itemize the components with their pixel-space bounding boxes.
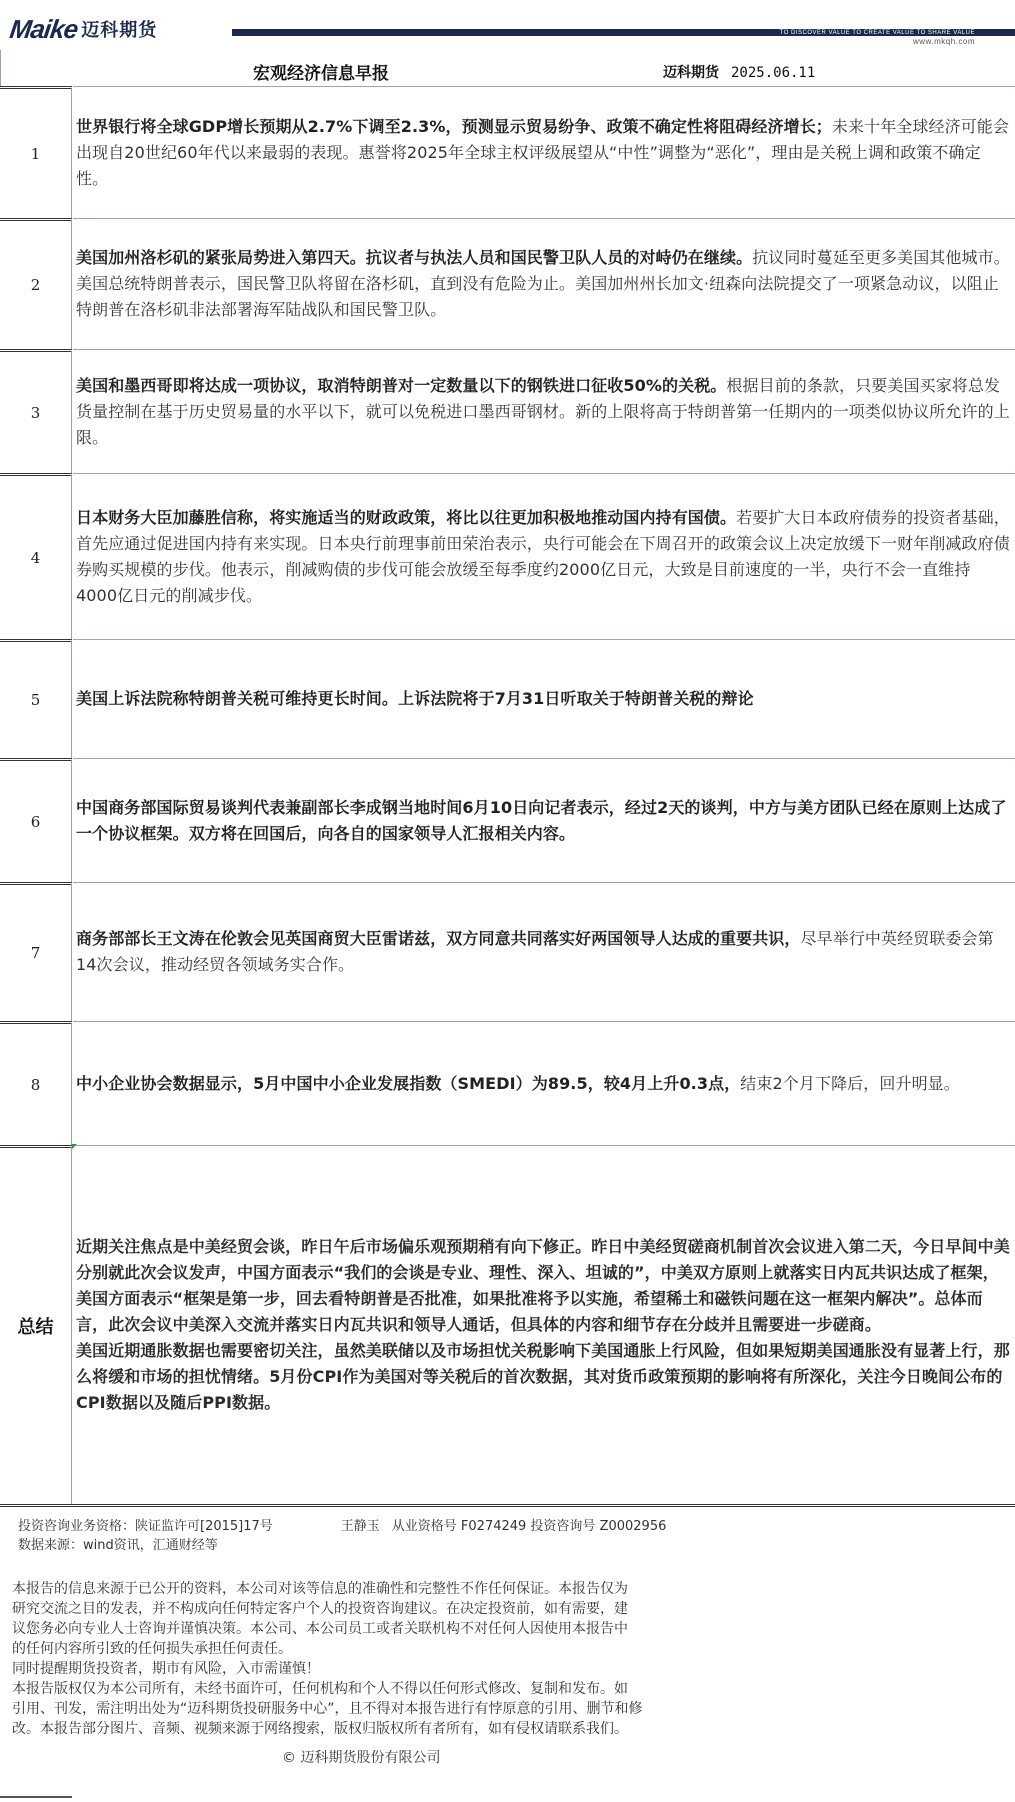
news-body: 未来十年全球经济可能会出现自20世纪60年代以来最弱的表现。惠誉将2025年全球主权评级展望从“中性”调整为“恶化”，理由是关税上调和政策不确定性。 <box>76 116 1010 188</box>
news-headline: 商务部部长王文涛在伦敦会见英国商贸大臣雷诺兹，双方同意共同落实好两国领导人达成的重要共识， <box>76 929 801 948</box>
row-number: 6 <box>0 758 72 882</box>
news-headline: 中小企业协会数据显示，5月中国中小企业发展指数（SMEDI）为89.5，较4月上升0.3点， <box>76 1073 741 1093</box>
row-number: 5 <box>0 639 72 758</box>
news-cell <box>73 218 1015 349</box>
news-cell <box>73 1021 1015 1145</box>
news-headline: 美国和墨西哥即将达成一项协议，取消特朗普对一定数量以下的钢铁进口征收50%的关税。 <box>76 375 727 395</box>
report-company: 迈科期货 <box>663 65 719 81</box>
advisor-name: 王静玉 <box>340 1519 380 1534</box>
news-body: 根据目前的条款，只要美国买家将总发货量控制在基于历史贸易量的水平以下，就可以免税进口墨西哥钢材。新的上限将高于特朗普第一任期内的一项类似协议所允许的上限。 <box>76 375 1010 447</box>
news-body: 尽早举行中英经贸联委会第14次会议，推动经贸各领域务实合作。 <box>76 929 994 974</box>
news-row-6 <box>0 758 1015 882</box>
disclaimer-line: 议您务必向专业人士咨询并谨慎决策。本公司、本公司员工或者关联机构不对任何人因使用本报告中 <box>12 1621 628 1637</box>
news-cell <box>73 758 1015 882</box>
cell-comment-marker <box>72 1144 77 1149</box>
disclaimer-line: 本报告版权仅为本公司所有，未经书面许可，任何机构和个人不得以任何形式修改、复制和发布。如 <box>12 1681 628 1697</box>
news-body: 若要扩大日本政府债券的投资者基础，首先应通过促进国内持有来实现。日本央行前理事前田荣治表示，央行可能会在下周召开的政策会议上决定放缓下一财年削减政府债券购买规模的步伐。他表示，削减购债的步伐可能会放缓至每季度约2000亿日元，大致是目前速度的一半，央行不会一直维持4000亿日元的削减步伐。 <box>76 507 1010 605</box>
news-headline: 日本财务大臣加藤胜信称，将实施适当的财政政策，将比以往更加积极地推动国内持有国债。 <box>76 507 737 527</box>
summary-row <box>0 1145 1015 1504</box>
news-headline: 美国加州洛杉矶的紧张局势进入第四天。抗议者与执法人员和国民警卫队人员的对峙仍在继续。 <box>76 248 753 267</box>
news-row-3 <box>0 349 1015 473</box>
news-body: 结束2个月下降后，回升明显。 <box>740 1073 960 1093</box>
copyright: © 迈科期货股份有限公司 <box>282 1750 441 1766</box>
news-body: 抗议同时蔓延至更多美国其他城市。美国总统特朗普表示，国民警卫队将留在洛杉矶，直到没有危险为止。美国加州州长加文·纽森向法院提交了一项紧急动议，以阻止特朗普在洛杉矶非法部署海军陆战队和国民警卫队。 <box>76 248 1010 319</box>
logo-latin-text: Maike <box>7 13 80 44</box>
company-logo <box>7 13 158 44</box>
disclaimer-line: 本报告的信息来源于已公开的资料，本公司对该等信息的准确性和完整性不作任何保证。本报告仅为 <box>12 1581 628 1597</box>
disclaimer-line: 的任何内容所引致的任何损失承担任何责任。 <box>12 1641 292 1657</box>
news-row-4 <box>0 473 1015 639</box>
advisor-licence: 从业资格号 F0274249 投资咨询号 Z0002956 <box>391 1519 667 1534</box>
row-number: 7 <box>0 882 72 1021</box>
report-meta <box>663 62 815 82</box>
news-cell <box>73 473 1015 639</box>
disclaimer-line: 改。本报告部分图片、音频、视频来源于网络搜索，版权归版权所有者所有，如有侵权请联系我们。 <box>12 1721 628 1737</box>
disclaimer-line: 研究交流之目的发表，并不构成向任何特定客户个人的投资咨询建议。在决定投资前，如有需要，建 <box>12 1601 628 1617</box>
qualification-line <box>18 1515 666 1534</box>
summary-label: 总结 <box>0 1145 72 1504</box>
row-number: 1 <box>0 86 72 218</box>
news-cell <box>73 639 1015 758</box>
bottom-divider <box>0 1796 72 1798</box>
summary-paragraph-1: 近期关注焦点是中美经贸会谈，昨日午后市场偏乐观预期稍有向下修正。昨日中美经贸磋商机制首次会议进入第二天，今日早间中美分别就此次会议发声，中国方面表示“我们的会谈是专业、理性、深入、坦诚的”，中美双方原则上就落实日内瓦共识达成了框架，美国方面表示“框架是第一步，回去看特朗普是否批准，如果批准将予以实施，希望稀土和磁铁问题在这一框架内解决”。总体而言，此次会议中美深入交流并落实日内瓦共识和领导人通话，但具体的内容和细节存在分歧并且需要进一步磋商。 <box>76 1237 1010 1334</box>
header-url: www.mkqh.com <box>912 37 975 46</box>
row-number: 2 <box>0 218 72 349</box>
summary-paragraph-2: 美国近期通胀数据也需要密切关注，虽然美联储以及市场担忧关税影响下美国通胀上行风险，但如果短期美国通胀没有显著上行，那么将缓和市场的担忧情绪。5月份CPI作为美国对等关税后的首次数据，其对货币政策预期的影响将有所深化，关注今日晚间公布的CPI数据以及随后PPI数据。 <box>76 1341 1010 1412</box>
news-row-8 <box>0 1021 1015 1145</box>
header-slogan: TO DISCOVER VALUE TO CREATE VALUE TO SHARE VALUE <box>779 30 975 36</box>
page-title: 宏观经济信息早报 <box>253 64 389 84</box>
title-row <box>0 50 1015 86</box>
disclaimer-line: 引用、刊发，需注明出处为“迈科期货投研服务中心”，且不得对本报告进行有悖原意的引用、删节和修 <box>12 1701 643 1717</box>
news-headline: 世界银行将全球GDP增长预期从2.7%下调至2.3%，预测显示贸易纷争、政策不确定性将阻碍经济增长； <box>76 116 832 136</box>
report-header <box>0 0 1015 50</box>
report-footer <box>0 1504 1015 1802</box>
report-date: 2025.06.11 <box>731 65 816 81</box>
data-source: 数据来源：wind资讯，汇通财经等 <box>18 1538 218 1553</box>
news-row-2 <box>0 218 1015 349</box>
news-cell <box>73 882 1015 1021</box>
news-row-5 <box>0 639 1015 758</box>
row-number: 3 <box>0 349 72 473</box>
news-cell <box>73 349 1015 473</box>
news-headline: 中国商务部国际贸易谈判代表兼副部长李成钢当地时间6月10日向记者表示，经过2天的谈判，中方与美方团队已经在原则上达成了一个协议框架。双方将在回国后，向各自的国家领导人汇报相关内容。 <box>76 797 1007 843</box>
news-headline: 美国上诉法院称特朗普关税可维持更长时间。上诉法院将于7月31日听取关于特朗普关税的辩论 <box>76 689 754 708</box>
disclaimer <box>12 1579 742 1739</box>
news-cell <box>73 86 1015 218</box>
row-number: 8 <box>0 1021 72 1145</box>
news-row-7 <box>0 882 1015 1021</box>
summary-cell <box>73 1145 1015 1504</box>
disclaimer-line: 同时提醒期货投资者，期市有风险，入市需谨慎！ <box>12 1661 320 1677</box>
logo-chinese-text: 迈科期货 <box>81 20 158 41</box>
row-number: 4 <box>0 473 72 639</box>
qualification-text: 投资咨询业务资格：陕证监许可[2015]17号 <box>18 1519 273 1534</box>
news-row-1 <box>0 86 1015 218</box>
